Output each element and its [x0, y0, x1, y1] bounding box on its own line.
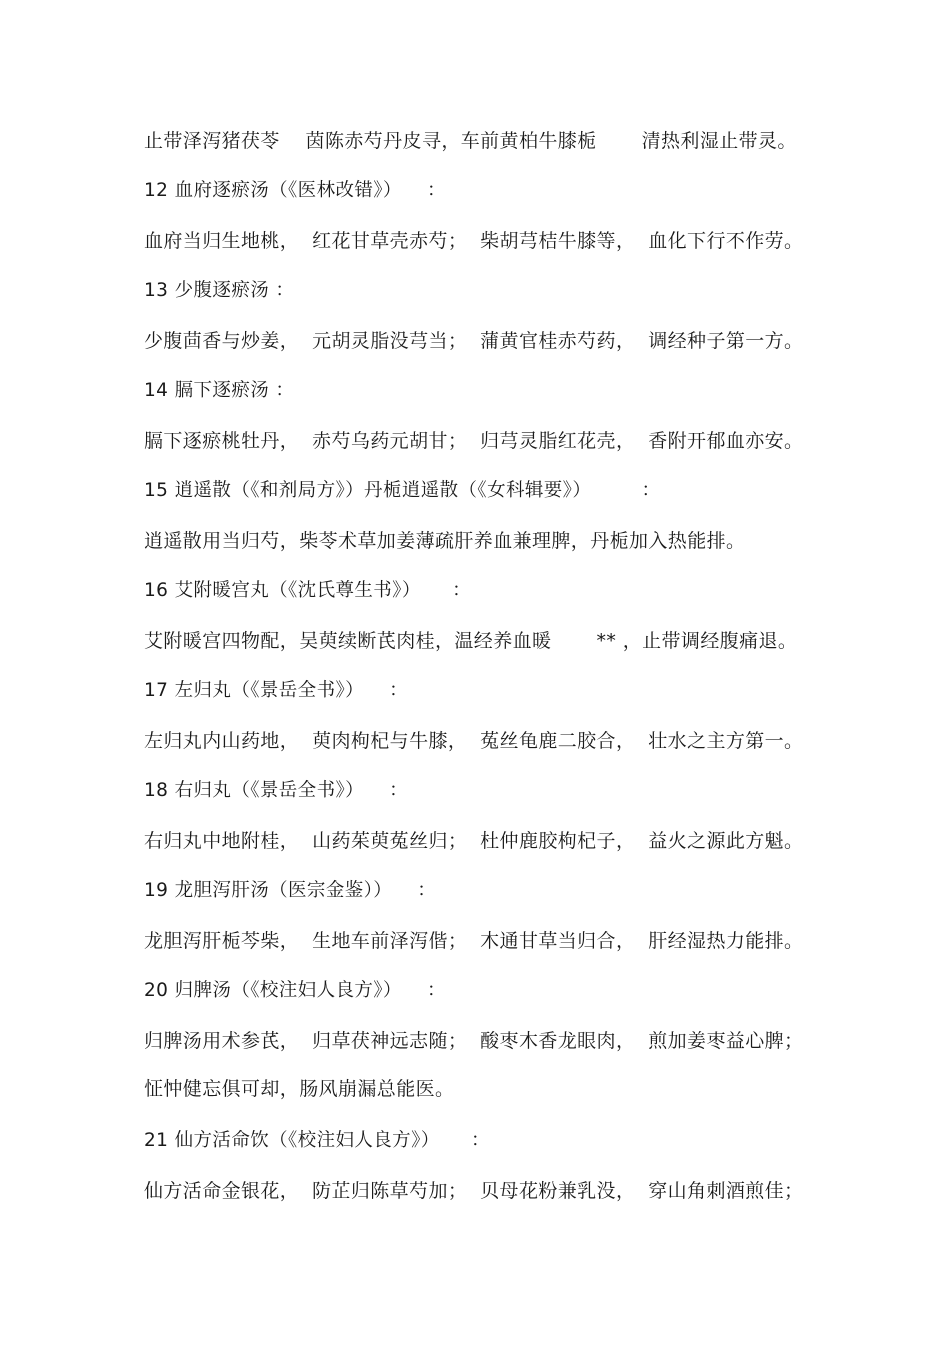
verse-line: 龙胆泻肝栀芩柴， 生地车前泽泻偕； 木通甘草当归合， 肝经湿热力能排。: [144, 930, 804, 952]
verse-line: 膈下逐瘀桃牡丹， 赤芍乌药元胡甘； 归芎灵脂红花壳， 香附开郁血亦安。: [144, 430, 804, 452]
formula-heading: 12 血府逐瘀汤（《医林改错》） ：: [144, 180, 446, 201]
verse-line: 左归丸内山药地， 萸肉枸杞与牛膝， 菟丝龟鹿二胶合， 壮水之主方第一。: [144, 730, 804, 752]
verse-line: 仙方活命金银花， 防芷归陈草芍加； 贝母花粉兼乳没， 穿山角刺酒煎佳；: [144, 1180, 804, 1202]
verse-line: 右归丸中地附桂， 山药茱萸菟丝归； 杜仲鹿胶枸杞子， 益火之源此方魁。: [144, 830, 804, 852]
verse-line: 艾附暖宫四物配，吴萸续断芪肉桂，温经养血暖 ** ，止带调经腹痛退。: [144, 630, 798, 652]
verse-line: 少腹茴香与炒姜， 元胡灵脂没芎当； 蒲黄官桂赤芍药， 调经种子第一方。: [144, 330, 804, 352]
formula-heading: 15 逍遥散（《和剂局方》）丹栀逍遥散（《女科辑要》） ：: [144, 480, 661, 501]
formula-heading: 17 左归丸（《景岳全书》） ：: [144, 680, 409, 701]
formula-heading: 16 艾附暖宫丸（《沈氏尊生书》） ：: [144, 580, 472, 601]
formula-heading: 18 右归丸（《景岳全书》） ：: [144, 780, 409, 801]
formula-heading: 13 少腹逐瘀汤 ：: [144, 280, 295, 301]
verse-line: 逍遥散用当归芍，柴苓术草加姜薄疏肝养血兼理脾，丹栀加入热能排。: [144, 530, 746, 552]
verse-line: 止带泽泻猪茯苓 茵陈赤芍丹皮寻，车前黄柏牛膝栀 清热利湿止带灵。: [144, 130, 797, 152]
verse-line: 归脾汤用术参芪， 归草茯神远志随； 酸枣木香龙眼肉， 煎加姜枣益心脾；: [144, 1030, 804, 1052]
verse-line: 血府当归生地桃， 红花甘草壳赤芍； 柴胡芎桔牛膝等， 血化下行不作劳。: [144, 230, 804, 252]
formula-heading: 19 龙胆泻肝汤（医宗金鉴）） ：: [144, 880, 437, 901]
formula-heading: 21 仙方活命饮（《校注妇人良方》） ：: [144, 1130, 490, 1151]
formula-heading: 20 归脾汤（《校注妇人良方》） ：: [144, 980, 446, 1001]
verse-line: 怔忡健忘俱可却，肠风崩漏总能医。: [144, 1078, 455, 1100]
formula-heading: 14 膈下逐瘀汤 ：: [144, 380, 295, 401]
